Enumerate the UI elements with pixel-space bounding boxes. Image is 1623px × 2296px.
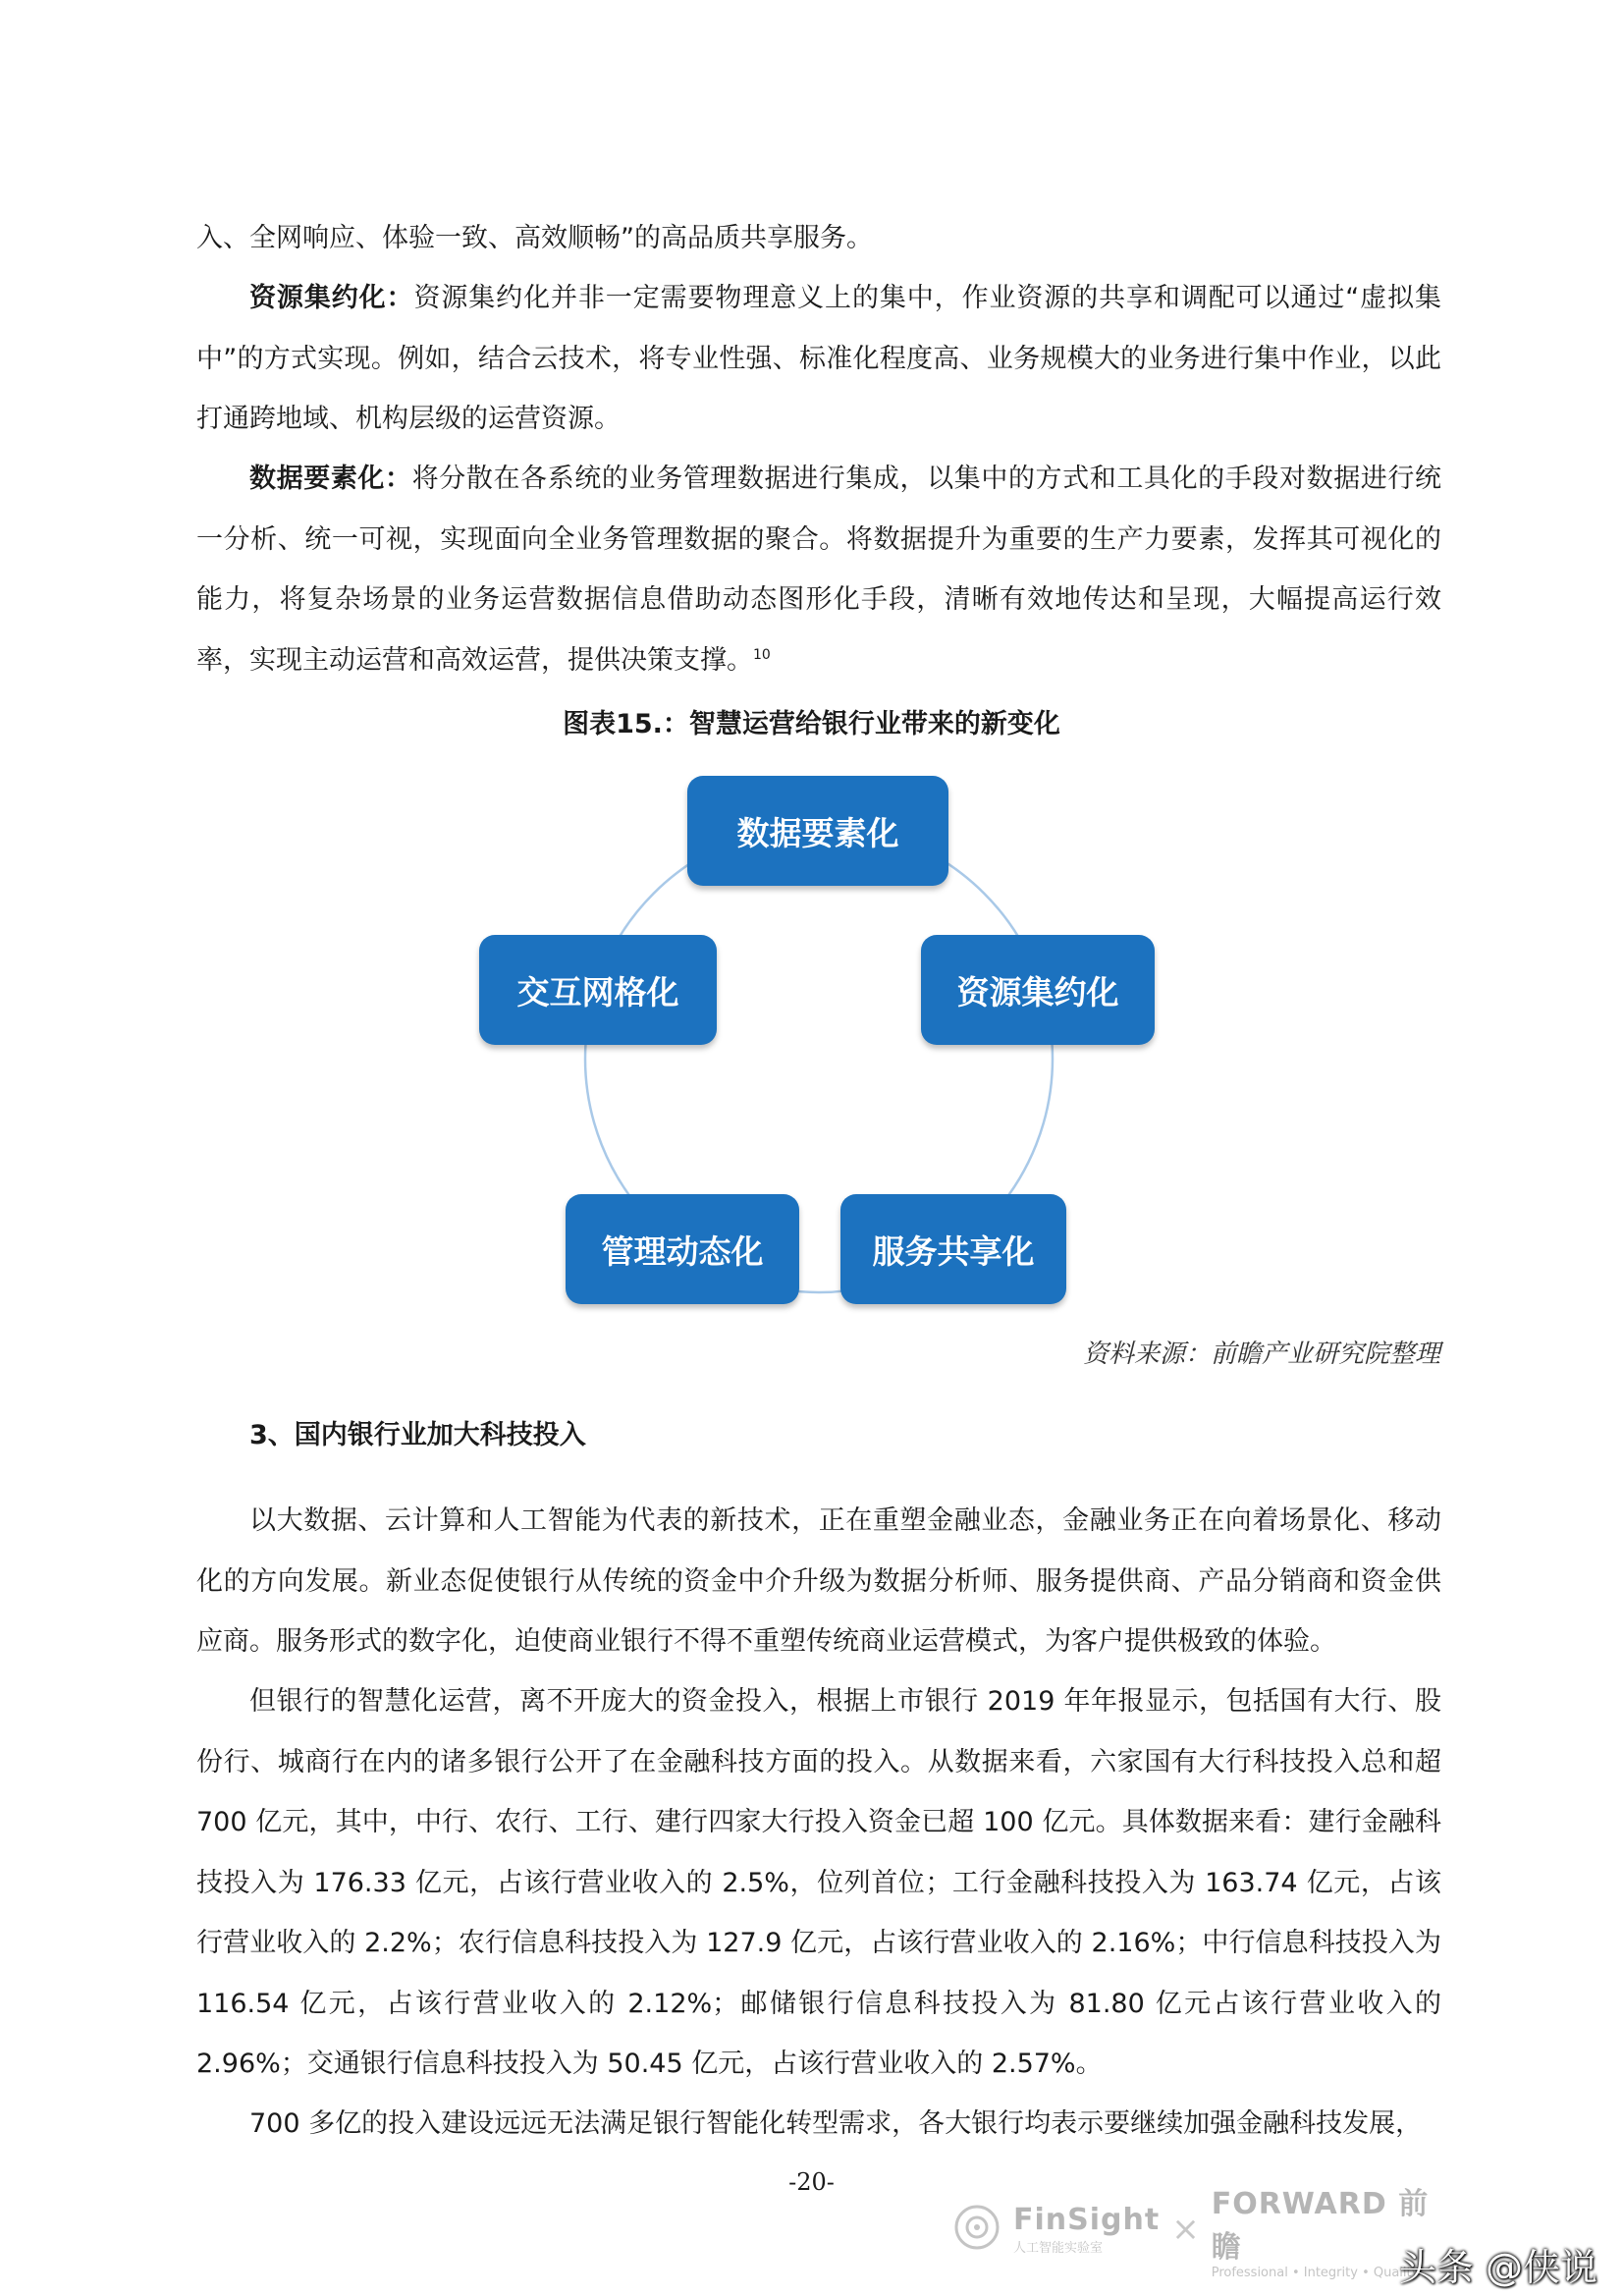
forward-brand-sub: Professional • Integrity • Quality xyxy=(1211,2265,1420,2280)
section-heading: 3、国内银行业加大科技投入 xyxy=(249,1420,586,1450)
finsight-brand xyxy=(1013,2203,1160,2256)
finsight-logo-icon xyxy=(952,2203,1001,2256)
figure-title: 图表15.：智慧运营给银行业带来的新变化 xyxy=(563,709,1060,739)
paragraph-text: 700 多亿的投入建设远远无法满足银行智能化转型需求，各大银行均表示要继续加强金融科技发展， xyxy=(249,2108,1423,2139)
paragraph-new-tech xyxy=(196,1491,1441,1672)
page-number: -20- xyxy=(788,2168,835,2196)
paragraph-text: 资源集约化并非一定需要物理意义上的集中，作业资源的共享和调配可以通过“虚拟集中”的方式实现。例如，结合云技术，将专业性强、标准化程度高、业务规模大的业务进行集中作业，以此打通跨地域、机构层级的运营资源。 xyxy=(196,283,1441,434)
paragraph-continued xyxy=(196,2094,1441,2155)
cycle-diagram xyxy=(0,746,1623,1336)
paragraph-text: 以大数据、云计算和人工智能为代表的新技术，正在重塑金融业态，金融业务正在向着场景化、移动化的方向发展。新业态促使银行从传统的资金中介升级为数据分析师、服务提供商、产品分销商和资金供应商。服务形式的数字化，迫使商业银行不得不重塑传统商业运营模式，为客户提供极致的体验。 xyxy=(196,1505,1441,1657)
node-data-elementization: 数据要素化 xyxy=(687,776,948,886)
paragraph-lead-term: 资源集约化： xyxy=(249,283,414,313)
paragraph-data-elementization xyxy=(196,449,1441,690)
paragraph-text: 入、全网响应、体验一致、高效顺畅”的高品质共享服务。 xyxy=(196,223,873,253)
finsight-brand-sub: 人工智能实验室 xyxy=(1013,2241,1104,2256)
watermark: 头条 @侠说 xyxy=(1398,2246,1597,2289)
cross-separator: × xyxy=(1171,2210,1200,2249)
paragraph-lead-term: 数据要素化： xyxy=(249,464,412,494)
node-interaction-grid: 交互网格化 xyxy=(479,935,717,1045)
paragraph-continuation xyxy=(196,208,1441,269)
figure-source: 资料来源：前瞻产业研究院整理 xyxy=(1082,1339,1440,1369)
paragraph-text: 将分散在各系统的业务管理数据进行集成，以集中的方式和工具化的手段对数据进行统一分析、统一可视，实现面向全业务管理数据的聚合。将数据提升为重要的生产力要素，发挥其可视化的能力，将复杂场景的业务运营数据信息借助动态图形化手段，清晰有效地传达和呈现，大幅提高运行效率，实现主动运营和高效运营，提供决策支撑。 xyxy=(196,464,1442,676)
paragraph-text: 但银行的智慧化运营，离不开庞大的资金投入，根据上市银行 2019 年年报显示，包括国有大行、股份行、城商行在内的诸多银行公开了在金融科技方面的投入。从数据来看，六家国有大行科技投入总和超 700 亿元，其中，中行、农行、工行、建行四家大行投入资金已超 100 亿元。具体数据来看：建行金融科技投入为 176.33 亿元，占该行营业收入的 2.5%，位列首位；工行金融科技投入为 163.74 亿元，占该行营业收入的 2.2%；农行信息科技投入为 127.9 亿元，占该行营业收入的 2.16%；中行信息科技投入为 116.54 亿元，占该行营业收入的 2.12%；邮储银行信息科技投入为 81.80 亿元占该行营业收入的 2.96%；交通银行信息科技投入为 50.45 亿元，占该行营业收入的 2.57%。 xyxy=(196,1686,1441,2079)
node-management-dynamic: 管理动态化 xyxy=(566,1194,799,1304)
forward-brand-name: FORWARD 前瞻 xyxy=(1211,2186,1430,2265)
finsight-brand-name: FinSight xyxy=(1013,2203,1161,2237)
paragraph-resource-intensive xyxy=(196,268,1441,450)
footer-logos xyxy=(952,2186,1443,2280)
node-service-sharing: 服务共享化 xyxy=(840,1194,1066,1304)
paragraph-investment xyxy=(196,1671,1441,2095)
node-resource-intensive: 资源集约化 xyxy=(921,935,1155,1045)
footnote-marker: 10 xyxy=(753,646,771,663)
